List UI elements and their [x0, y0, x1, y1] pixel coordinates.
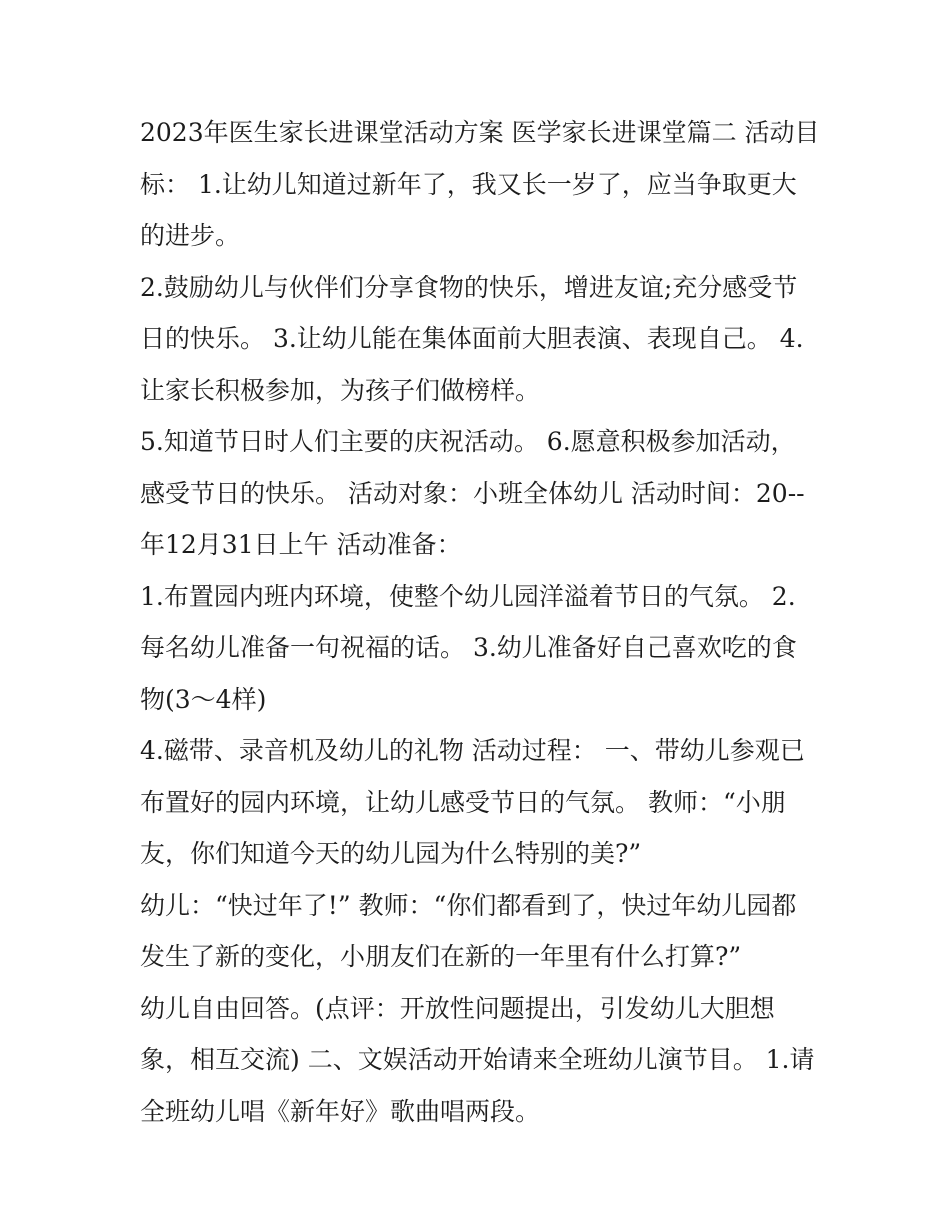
paragraph-3: 5.知道节日时人们主要的庆祝活动。 6.愿意积极参加活动，感受节日的快乐。 活动对象：小班全体幼儿 活动时间：20--年12月31日上午 活动准备： — [140, 427, 805, 559]
paragraph-2: 2.鼓励幼儿与伙伴们分享食物的快乐，增进友谊;充分感受节日的快乐。 3.让幼儿能在集体面前大胆表演、表现自己。 4.让家长积极参加，为孩子们做榜样。 — [140, 272, 804, 405]
paragraph-4: 1.布置园内班内环境，使整个幼儿园洋溢着节日的气氛。 2.每名幼儿准备一句祝福的话。 3.幼儿准备好自己喜欢吃的食物(3～4样) — [140, 581, 797, 714]
paragraph-1: 2023年医生家长进课堂活动方案 医学家长进课堂篇二 活动目标： 1.让幼儿知道过新年了，我又长一岁了，应当争取更大的进步。 — [140, 118, 820, 250]
paragraph-5: 4.磁带、录音机及幼儿的礼物 活动过程： 一、带幼儿参观已布置好的园内环境，让幼儿感受节日的气氛。 教师：“小朋友，你们知道今天的幼儿园为什么特别的美?” — [140, 736, 805, 868]
paragraph-7: 幼儿自由回答。(点评：开放性问题提出，引发幼儿大胆想象，相互交流) 二、文娱活动开始请来全班幼儿演节目。 1.请全班幼儿唱《新年好》歌曲唱两段。 — [140, 993, 815, 1126]
document-body — [140, 107, 820, 1137]
paragraph-6: 幼儿：“快过年了!” 教师：“你们都看到了，快过年幼儿园都发生了新的变化，小朋友们在新的一年里有什么打算?” — [140, 890, 797, 971]
